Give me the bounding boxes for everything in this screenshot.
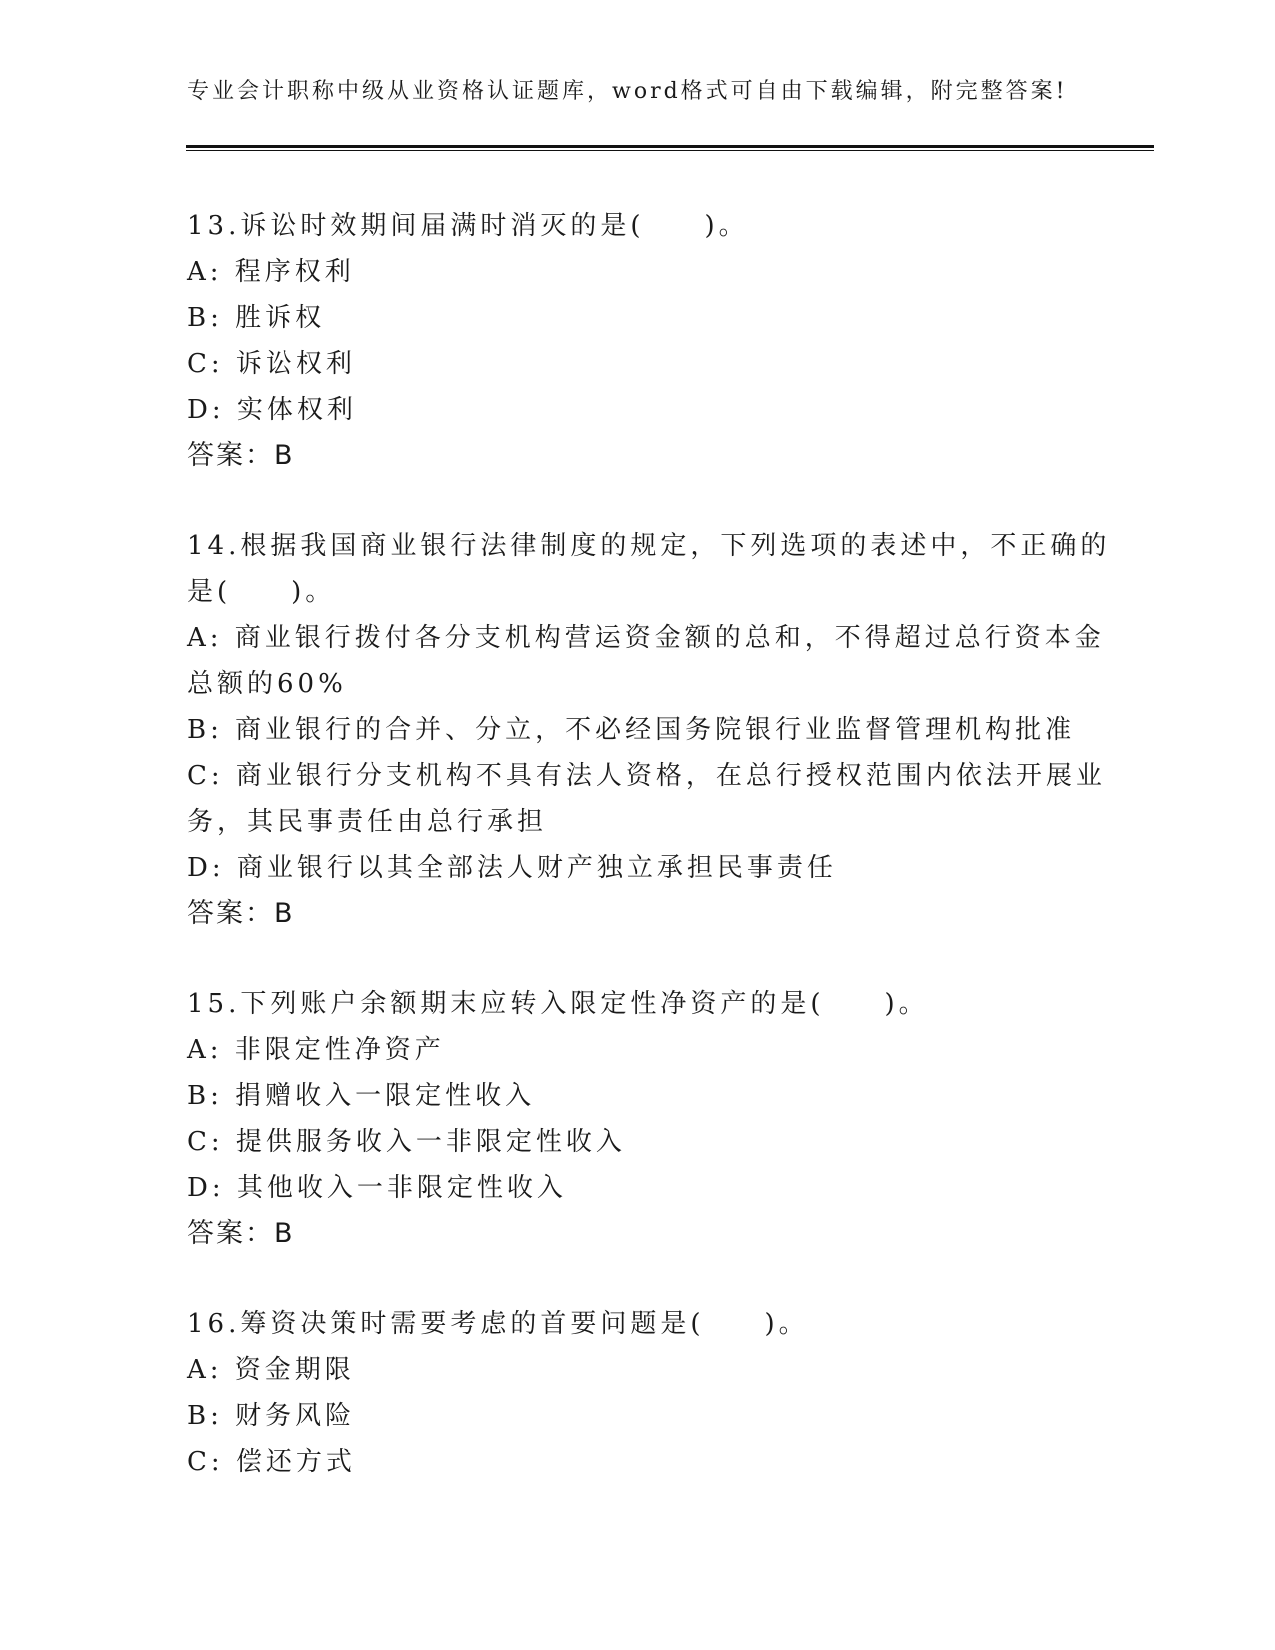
question-text: 是( )。 [187,577,336,607]
question-text: 16.筹资决策时需要考虑的首要问题是( )。 [187,1309,809,1339]
question-text: 13.诉讼时效期间届满时消灭的是( )。 [187,211,749,241]
option-text: C: 商业银行分支机构不具有法人资格，在总行授权范围内依法开展业 [187,761,1106,791]
question-text: 15.下列账户余额期末应转入限定性净资产的是( )。 [187,989,929,1019]
question-block [187,1301,1087,1485]
question-text: 14.根据我国商业银行法律制度的规定，下列选项的表述中，不正确的 [187,531,1111,561]
option-text: C: 诉讼权利 [187,349,356,379]
option-text: D: 实体权利 [187,395,357,425]
option-text: D: 商业银行以其全部法人财产独立承担民事责任 [187,853,837,883]
header-rule-thin [186,150,1154,151]
option-text: B: 捐赠收入一限定性收入 [187,1081,536,1111]
question-block [187,203,1087,479]
option-text: A: 程序权利 [187,257,355,287]
answer-text: 答案：B [187,1218,295,1249]
question-block [187,981,1087,1257]
question-list [187,203,1111,1529]
option-text: B: 财务风险 [187,1401,356,1431]
header-rule-thick [186,145,1154,148]
option-text: B: 商业银行的合并、分立，不必经国务院银行业监督管理机构批准 [187,715,1076,745]
answer-text: 答案：B [187,440,295,471]
option-text: 总额的60% [187,669,347,699]
option-text: D: 其他收入一非限定性收入 [187,1173,567,1203]
option-text: C: 偿还方式 [187,1447,356,1477]
option-text: A: 非限定性净资产 [187,1035,445,1065]
option-text: 务，其民事责任由总行承担 [187,807,548,837]
page-header: 专业会计职称中级从业资格认证题库，word格式可自由下载编辑，附完整答案! [187,79,1068,104]
option-text: A: 商业银行拨付各分支机构营运资金额的总和，不得超过总行资本金 [187,623,1105,653]
option-text: A: 资金期限 [187,1355,355,1385]
answer-text: 答案：B [187,898,295,929]
question-block [187,523,1111,937]
option-text: B: 胜诉权 [187,303,326,333]
option-text: C: 提供服务收入一非限定性收入 [187,1127,626,1157]
